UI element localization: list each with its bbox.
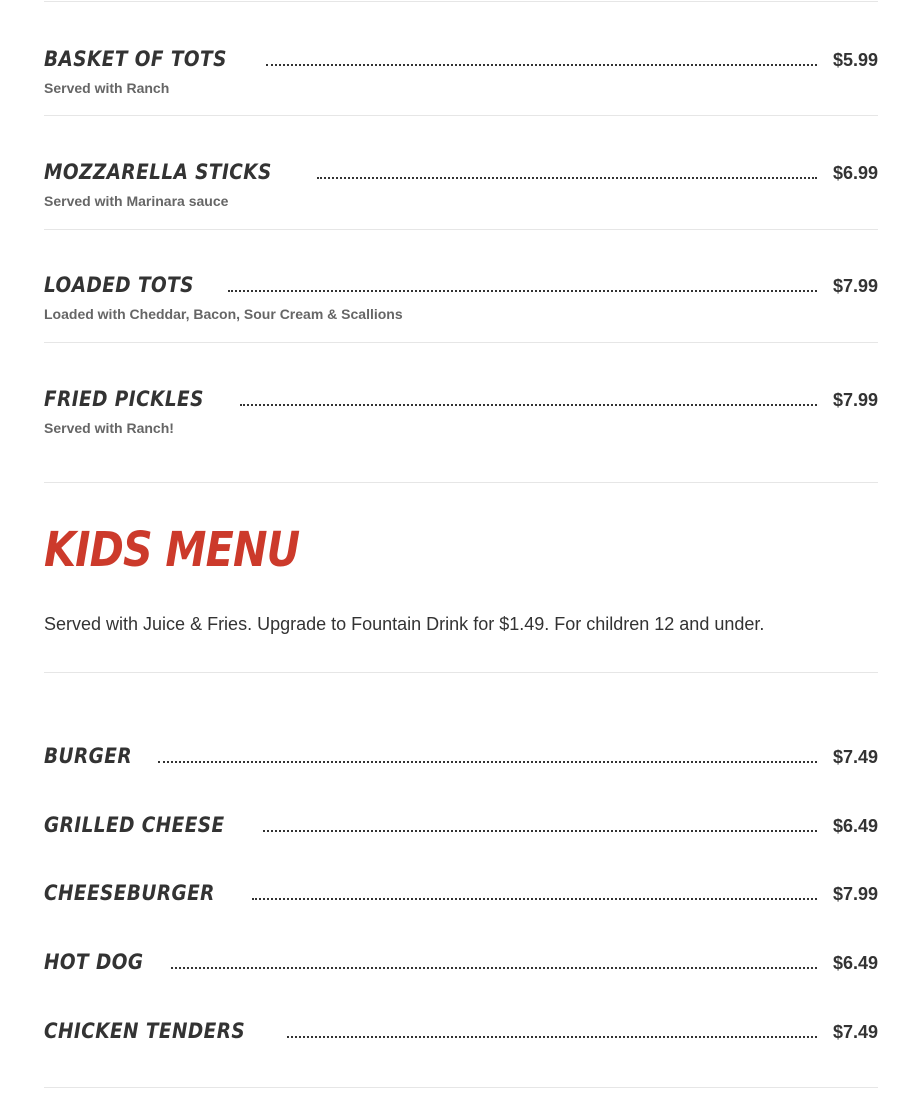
menu-item-basket-of-tots xyxy=(44,38,878,97)
dotted-leader xyxy=(317,177,817,179)
menu-item-hot-dog xyxy=(44,941,878,975)
item-name: CHEESEBURGER xyxy=(44,881,215,905)
menu-item-cheeseburger xyxy=(44,872,878,906)
menu-item-grilled-cheese xyxy=(44,804,878,838)
menu-item-fried-pickles xyxy=(44,378,878,437)
item-price: $7.49 xyxy=(832,747,878,767)
item-description: Served with Marinara sauce xyxy=(44,193,229,209)
dotted-leader xyxy=(228,290,817,292)
divider xyxy=(44,1,878,2)
item-price: $7.99 xyxy=(832,884,878,904)
item-name: MOZZARELLA STICKS xyxy=(44,160,272,184)
item-description: Loaded with Cheddar, Bacon, Sour Cream & Scallions xyxy=(44,306,403,322)
item-price: $6.49 xyxy=(832,953,878,973)
item-name: FRIED PICKLES xyxy=(44,387,204,411)
item-name: HOT DOG xyxy=(44,950,144,974)
dotted-leader xyxy=(252,898,817,900)
section-title-kids-menu: KIDS MENU xyxy=(44,522,300,578)
divider xyxy=(44,342,878,343)
dotted-leader xyxy=(263,830,817,832)
item-name: BURGER xyxy=(44,744,132,768)
item-price: $7.49 xyxy=(832,1022,878,1042)
menu-item-mozzarella-sticks xyxy=(44,151,878,210)
divider xyxy=(44,482,878,483)
dotted-leader xyxy=(158,761,817,763)
item-name: CHICKEN TENDERS xyxy=(44,1019,246,1043)
divider xyxy=(44,229,878,230)
item-name: LOADED TOTS xyxy=(44,273,194,297)
menu-item-chicken-tenders xyxy=(44,1010,878,1044)
section-note: Served with Juice & Fries. Upgrade to Fountain Drink for $1.49. For children 12 and under. xyxy=(44,614,765,634)
menu-item-loaded-tots xyxy=(44,264,878,323)
item-price: $6.99 xyxy=(832,163,878,183)
item-name: GRILLED CHEESE xyxy=(44,813,225,837)
dotted-leader xyxy=(171,967,817,969)
dotted-leader xyxy=(266,64,817,66)
item-price: $7.99 xyxy=(832,390,878,410)
divider xyxy=(44,1087,878,1088)
item-price: $7.99 xyxy=(832,276,878,296)
item-price: $6.49 xyxy=(832,816,878,836)
menu-item-burger xyxy=(44,735,878,769)
item-description: Served with Ranch! xyxy=(44,420,174,436)
divider xyxy=(44,672,878,673)
item-name: BASKET OF TOTS xyxy=(44,47,227,71)
dotted-leader xyxy=(240,404,817,406)
item-price: $5.99 xyxy=(832,50,878,70)
item-description: Served with Ranch xyxy=(44,80,170,96)
divider xyxy=(44,115,878,116)
dotted-leader xyxy=(287,1036,817,1038)
